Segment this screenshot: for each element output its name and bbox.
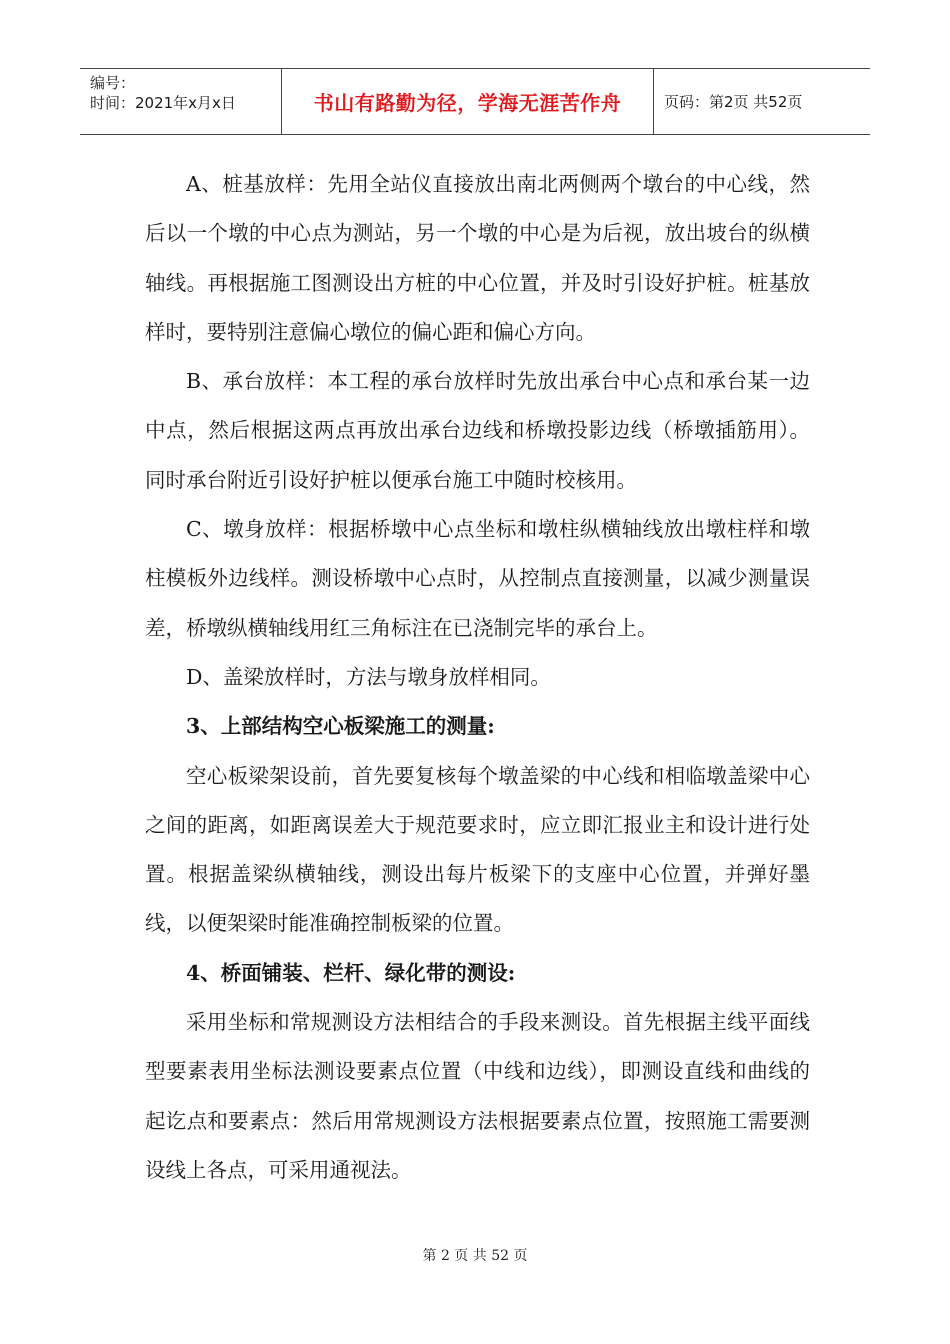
- header-motto: 书山有路勤为径，学海无涯苦作舟: [282, 69, 654, 134]
- paragraph-hollow-slab: 空心板梁架设前，首先要复核每个墩盖梁的中心线和相临墩盖梁中心之间的距离，如距离误差大于规范要求时，应立即汇报业主和设计进行处置。根据盖梁纵横轴线，测设出每片板梁下的支座中心位置，并弹好墨线，以便架梁时能准确控制板梁的位置。: [145, 763, 810, 936]
- header-page-info: 页码：第2页 共52页: [664, 93, 803, 111]
- document-time-label: 时间：2021年x月x日: [90, 94, 236, 112]
- paragraph-deck-survey: 采用坐标和常规测设方法相结合的手段来测设。首先根据主线平面线型要素表用坐标法测设要素点位置（中线和边线），即测设直线和曲线的起讫点和要素点：然后用常规测设方法根据要素点位置，按照施工需要测设线上各点，可采用通视法。: [145, 1010, 810, 1182]
- document-number-label: 编号：: [90, 74, 136, 92]
- paragraph-pile-layout: A、桩基放样：先用全站仪直接放出南北两侧两个墩台的中心线，然后以一个墩的中心点为测站，另一个墩的中心是为后视，放出坡台的纵横轴线。再根据施工图测设出方桩的中心位置，并及时引设好护桩。桩基放样时，要特别注意偏心墩位的偏心距和偏心方向。: [145, 172, 810, 344]
- paragraph-cap-layout: B、承台放样：本工程的承台放样时先放出承台中心点和承台某一边中点，然后根据这两点再放出承台边线和桥墩投影边线（桥墩插筋用）。同时承台附近引设好护桩以便承台施工中随时校核用。: [145, 369, 810, 492]
- paragraph-beam-layout: D、盖梁放样时，方法与墩身放样相同。: [186, 664, 551, 689]
- paragraph-pier-layout: C、墩身放样：根据桥墩中心点坐标和墩柱纵横轴线放出墩柱样和墩柱模板外边线样。测设桥墩中心点时，从控制点直接测量，以减少测量误差，桥墩纵横轴线用红三角标注在已浇制完毕的承台上。: [145, 517, 810, 640]
- page-footer: 第 2 页 共 52 页: [422, 1248, 528, 1264]
- section-heading-3: 3、上部结构空心板梁施工的测量:: [186, 714, 495, 739]
- document-body: [145, 160, 810, 1195]
- section-heading-4: 4、桥面铺装、栏杆、绿化带的测设:: [186, 960, 516, 985]
- page-header: [80, 68, 870, 135]
- header-meta: [80, 69, 282, 134]
